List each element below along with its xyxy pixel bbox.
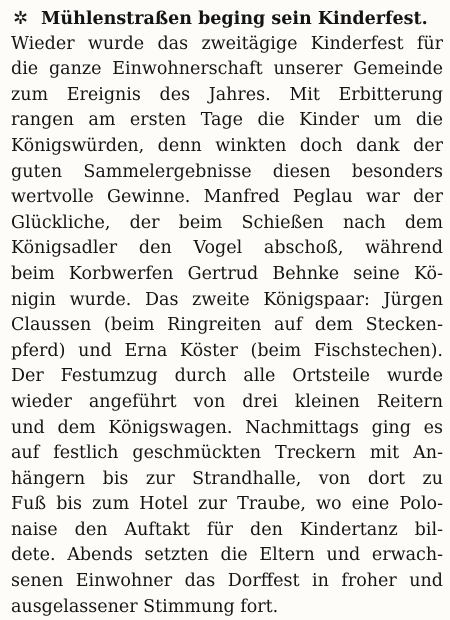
body-line: wertvolle Gewinne. Manfred Peglau war der: [11, 187, 443, 208]
star-icon: ✲: [13, 8, 29, 29]
body-line: Der Festumzug durch alle Ortsteile wurde: [11, 366, 443, 387]
body-line: Wieder wurde das zweitägige Kinderfest für: [11, 33, 443, 54]
body-line: dete. Abends setzten die Eltern und erwach-: [11, 545, 443, 566]
body-line: hängern bis zur Strandhalle, von dort zu: [11, 468, 443, 489]
body-line: Königsadler den Vogel abschoß, während: [11, 238, 443, 259]
article-headline: [11, 6, 443, 32]
body-line: auf festlich geschmückten Treckern mit An-: [11, 443, 443, 464]
body-line: die ganze Einwohnerschaft unserer Gemeinde: [11, 59, 443, 80]
body-line: senen Einwohner das Dorffest in froher und: [11, 571, 443, 592]
body-line: naise den Auftakt für den Kindertanz bil-: [11, 519, 443, 540]
body-line: Claussen (beim Ringreiten auf dem Stecken-: [11, 315, 443, 336]
body-line: pferd) und Erna Köster (beim Fischstechen).: [11, 340, 443, 361]
headline-text: Mühlenstraßen beging sein Kinderfest.: [41, 9, 428, 29]
body-line: guten Sammelergebnisse diesen besonders: [11, 161, 443, 182]
body-line: und dem Königswagen. Nachmittags ging es: [11, 417, 443, 438]
body-line: Königswürden, denn winkten doch dank der: [11, 135, 443, 156]
body-line: beim Korbwerfen Gertrud Behnke seine Kö-: [11, 263, 443, 284]
body-line: nigin wurde. Das zweite Königspaar: Jürgen: [11, 289, 443, 310]
body-line: ausgelassener Stimmung fort.: [11, 596, 279, 617]
body-line: zum Ereignis des Jahres. Mit Erbitterung: [11, 84, 443, 105]
body-line: wieder angeführt von drei kleinen Reitern: [11, 391, 443, 412]
body-line: Fuß bis zum Hotel zur Traube, wo eine Polo-: [11, 494, 443, 515]
body-line: Glückliche, der beim Schießen nach dem: [11, 212, 443, 233]
body-line: rangen am ersten Tage die Kinder um die: [11, 110, 443, 131]
